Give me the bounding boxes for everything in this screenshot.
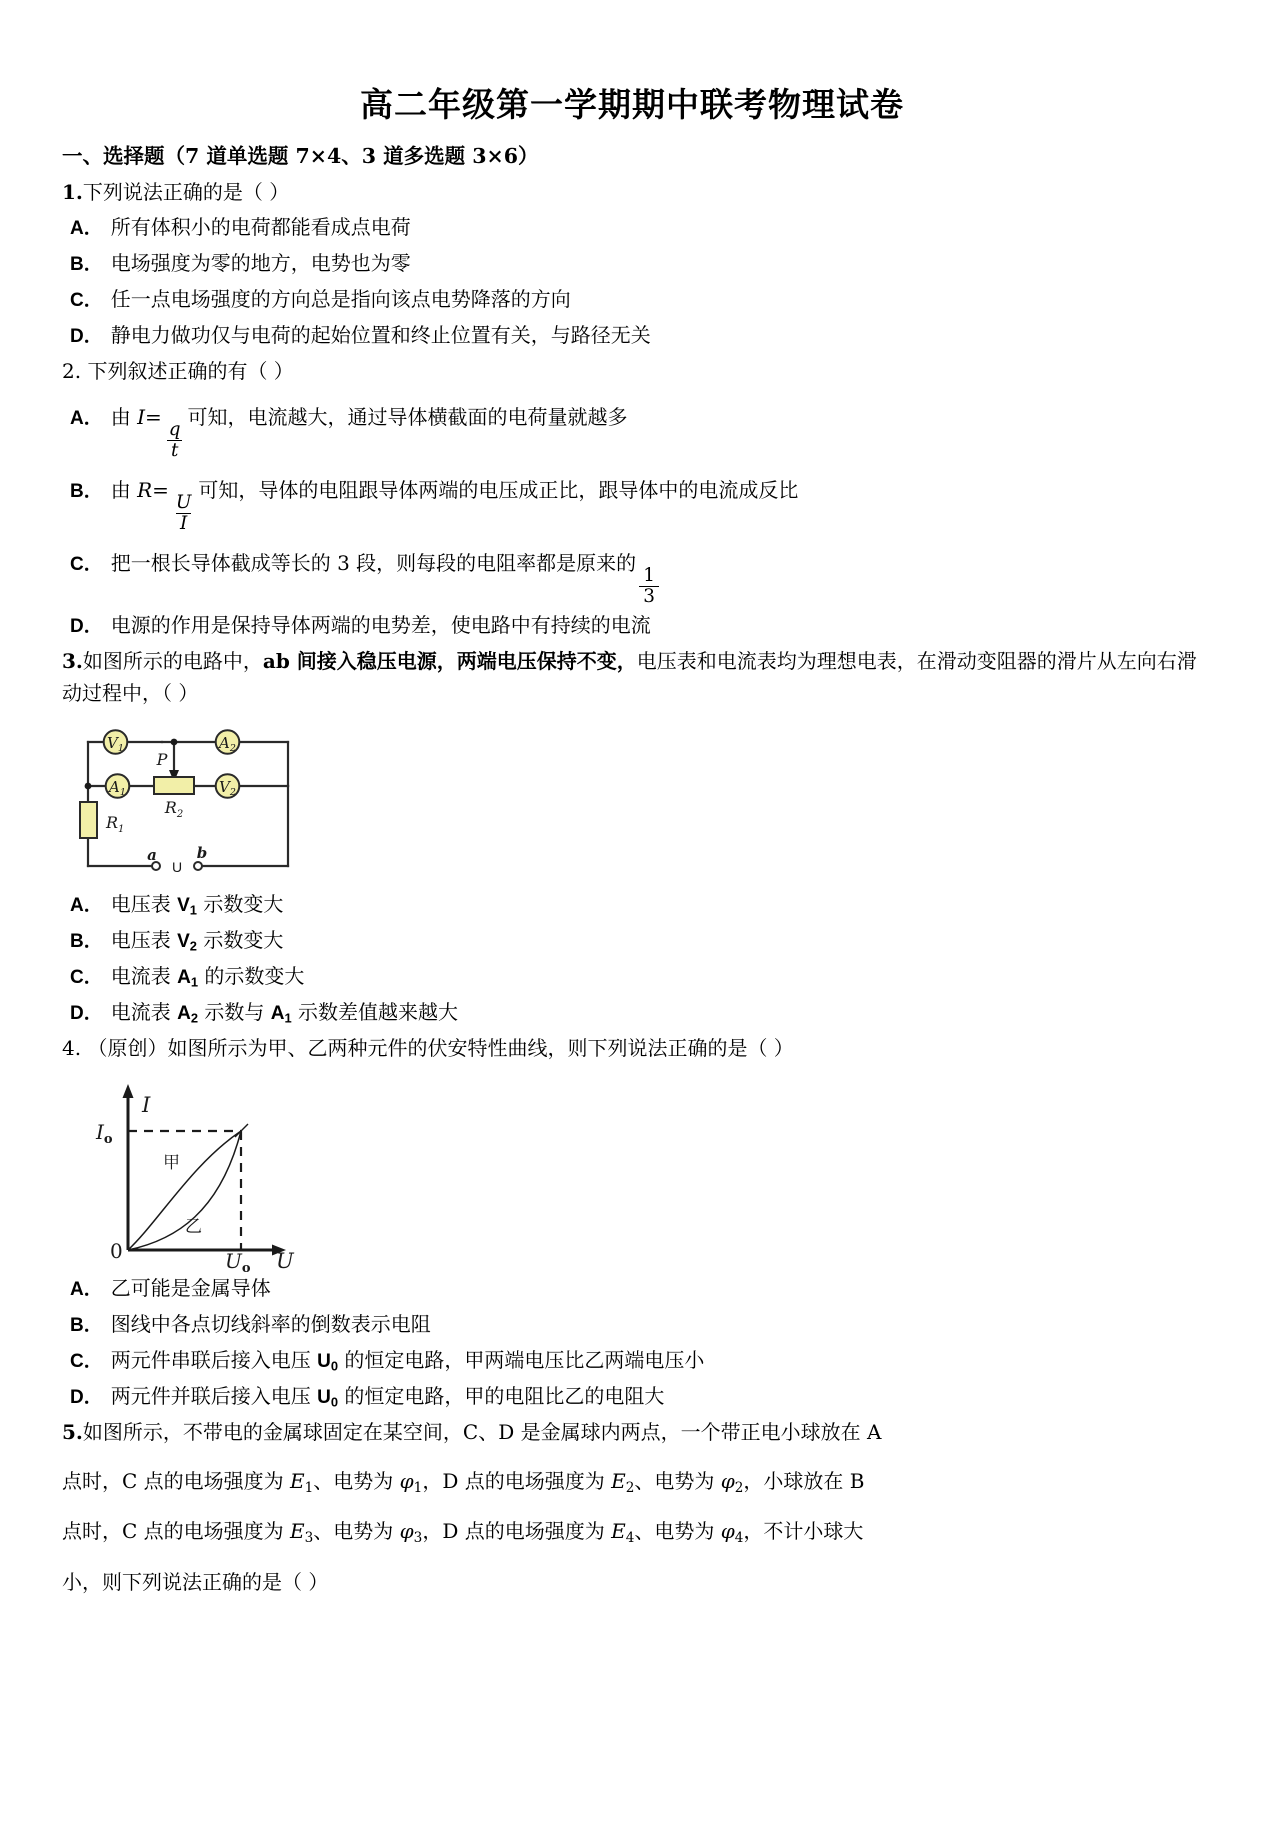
question-3-option-c bbox=[62, 961, 1202, 993]
y-axis-arrow-icon bbox=[123, 1084, 134, 1098]
option-pre: 电流表 bbox=[110, 999, 178, 1024]
ammeter-a1-label: $A_1$ bbox=[109, 777, 126, 798]
question-4-option-b bbox=[62, 1309, 1202, 1341]
junction-dot-top bbox=[171, 738, 178, 745]
option-text: 乙可能是金属导体 bbox=[110, 1276, 271, 1301]
question-4-option-c bbox=[62, 1345, 1202, 1377]
question-4-option-a bbox=[62, 1273, 1202, 1305]
option-label: A． bbox=[70, 218, 103, 240]
question-1-option-a bbox=[62, 212, 1202, 244]
curve-yi-label: 乙 bbox=[185, 1217, 202, 1238]
meter-symbol: $A_1$ bbox=[177, 966, 199, 990]
option-suffix: 可知，电流越大，通过导体横截面的电荷量就越多 bbox=[187, 404, 628, 429]
formula-equals: = bbox=[145, 404, 162, 429]
section-heading: 一、选择题（7 道单选题 7×4、3 道多选题 3×6） bbox=[62, 143, 539, 168]
question-3-number: 3. bbox=[62, 649, 83, 674]
option-post: 示数变大 bbox=[196, 891, 284, 916]
fraction-one-third bbox=[639, 564, 659, 607]
rheostat-r2-body bbox=[154, 777, 194, 794]
question-3-option-b bbox=[62, 925, 1202, 957]
question-4-number: 4. bbox=[62, 1035, 82, 1060]
terminal-b-node bbox=[194, 862, 202, 870]
fraction-q-over-t bbox=[165, 418, 185, 462]
option-pre: 电流表 bbox=[110, 963, 178, 988]
fraction-denominator: I bbox=[176, 513, 191, 533]
voltmeter-v1-label: $V_1$ bbox=[107, 733, 124, 754]
ammeter-a2-label: $A_2$ bbox=[219, 733, 236, 754]
x-axis-label: U bbox=[276, 1249, 294, 1274]
question-3-option-a bbox=[62, 889, 1202, 921]
option-label: A． bbox=[70, 894, 103, 916]
option-label: A． bbox=[70, 407, 103, 429]
question-5-stem-line-2: 点时，C 点的电场强度为 $E_1$、电势为 $\varphi_1$，D 点的电场强度为 $E_2$、电势为 $\varphi_2$，小球放在 B bbox=[62, 1468, 865, 1496]
question-3-stem bbox=[62, 646, 1202, 709]
question-3-text-part1: 如图所示的电路中， bbox=[82, 649, 263, 674]
option-label: C． bbox=[70, 1351, 103, 1373]
fraction-denominator: 3 bbox=[639, 586, 659, 606]
meter-symbol-2: $A_1$ bbox=[270, 1002, 292, 1026]
y-axis-label: I bbox=[142, 1093, 151, 1118]
iv-characteristic-graph bbox=[80, 1072, 320, 1277]
option-text: 静电力做功仅与电荷的起始位置和终止位置有关，与路径无关 bbox=[110, 323, 651, 348]
terminal-b-label: b bbox=[196, 843, 208, 862]
meter-symbol: $V_1$ bbox=[177, 894, 197, 918]
option-label: B． bbox=[70, 930, 103, 952]
question-2-option-c bbox=[62, 538, 1202, 607]
option-post: 示数变大 bbox=[196, 927, 284, 952]
fraction-u-over-i bbox=[172, 491, 196, 535]
fraction-numerator: 1 bbox=[643, 564, 655, 586]
option-label: D． bbox=[70, 326, 103, 348]
question-3-text-part2: 电压表和电流表均为理想电表，在滑动变阻器的滑片从左向右滑动过程中，（ ） bbox=[62, 649, 1197, 705]
page-title: 高二年级第一学期期中联考物理试卷 bbox=[360, 85, 904, 124]
resistor-r1-body bbox=[80, 802, 97, 838]
rheostat-r2-label: $R_2$ bbox=[164, 797, 184, 820]
option-label: B． bbox=[70, 254, 103, 276]
meter-symbol: $A_2$ bbox=[177, 1002, 199, 1026]
option-prefix: 由 bbox=[110, 477, 131, 502]
fraction-numerator: q bbox=[168, 418, 181, 440]
option-text: 所有体积小的电荷都能看成点电荷 bbox=[110, 215, 411, 240]
question-1-option-b bbox=[62, 248, 1202, 280]
option-label: C． bbox=[70, 966, 103, 988]
voltmeter-v2-label: $V_2$ bbox=[219, 777, 236, 798]
option-text: 任一点电场强度的方向总是指向该点电势降落的方向 bbox=[110, 287, 571, 312]
formula-variable: I bbox=[137, 404, 145, 429]
junction-dot-left bbox=[85, 782, 92, 789]
question-2-option-b bbox=[62, 465, 1202, 534]
terminal-a-label: a bbox=[147, 845, 157, 864]
slider-p-label: P bbox=[156, 749, 168, 769]
fraction-denominator: t bbox=[167, 440, 182, 460]
option-pre: 电压表 bbox=[110, 927, 178, 952]
option-text: 图线中各点切线斜率的倒数表示电阻 bbox=[110, 1312, 431, 1337]
option-pre: 两元件串联后接入电压 bbox=[110, 1348, 318, 1373]
question-5-stem-line-4: 小，则下列说法正确的是（ ） bbox=[62, 1569, 329, 1594]
question-4-option-d bbox=[62, 1381, 1202, 1413]
question-3-option-d bbox=[62, 997, 1202, 1029]
curve-jia-label: 甲 bbox=[163, 1153, 180, 1174]
voltage-symbol: $U_0$ bbox=[317, 1387, 339, 1410]
formula-variable: R bbox=[137, 477, 153, 502]
question-1-number: 1. bbox=[62, 179, 83, 204]
question-4-figure-wrapper bbox=[62, 1072, 1202, 1277]
formula-equals: = bbox=[152, 477, 169, 502]
resistor-r1-label: $R_1$ bbox=[106, 812, 125, 835]
circuit-diagram bbox=[76, 718, 306, 883]
question-1-stem bbox=[62, 177, 1202, 209]
question-2-number: 2. bbox=[62, 359, 82, 384]
question-1-text: 下列说法正确的是（ ） bbox=[82, 179, 290, 204]
option-prefix: 把一根长导体截成等长的 3 段，则每段的电阻率都是原来的 bbox=[110, 550, 637, 575]
question-5-stem-line-3: 点时，C 点的电场强度为 $E_3$、电势为 $\varphi_3$，D 点的电场强度为 $E_4$、电势为 $\varphi_4$，不计小球大 bbox=[62, 1519, 864, 1547]
option-label: C． bbox=[70, 290, 103, 312]
option-label: B． bbox=[70, 480, 103, 502]
fraction-numerator: U bbox=[175, 491, 192, 513]
question-4-text: （原创）如图所示为甲、乙两种元件的伏安特性曲线，则下列说法正确的是（ ） bbox=[87, 1035, 794, 1060]
option-label: C． bbox=[70, 553, 103, 575]
question-1-option-d bbox=[62, 320, 1202, 352]
option-pre: 两元件并联后接入电压 bbox=[110, 1384, 318, 1409]
option-post: 的示数变大 bbox=[198, 963, 305, 988]
option-text: 电源的作用是保持导体两端的电势差，使电路中有持续的电流 bbox=[110, 613, 651, 638]
option-post: 的恒定电路，甲的电阻比乙的电阻大 bbox=[338, 1384, 665, 1409]
question-2-option-a bbox=[62, 392, 1202, 461]
option-label: A． bbox=[70, 1279, 103, 1301]
question-3-figure-wrapper bbox=[62, 718, 1202, 883]
x-tick-label-u0: $U_o$ bbox=[225, 1249, 251, 1277]
option-label: B． bbox=[70, 1315, 103, 1337]
option-pre: 电压表 bbox=[110, 891, 178, 916]
y-tick-label-i0: $I_o$ bbox=[96, 1120, 113, 1148]
option-post-2: 示数差值越来越大 bbox=[291, 999, 459, 1024]
question-1-option-c bbox=[62, 284, 1202, 316]
question-2-option-d bbox=[62, 610, 1202, 642]
option-suffix: 可知，导体的电阻跟导体两端的电压成正比，跟导体中的电流成反比 bbox=[198, 477, 799, 502]
source-u-label: U bbox=[171, 858, 183, 875]
option-label: D． bbox=[70, 616, 103, 638]
option-label: D． bbox=[70, 1002, 103, 1024]
meter-symbol: $V_2$ bbox=[177, 930, 197, 954]
option-text: 电场强度为零的地方，电势也为零 bbox=[110, 251, 411, 276]
question-5-stem-line-1 bbox=[62, 1417, 1202, 1449]
question-2-text: 下列叙述正确的有（ ） bbox=[87, 359, 294, 384]
question-2-stem bbox=[62, 356, 1202, 388]
question-4-stem bbox=[62, 1033, 1202, 1065]
origin-label: 0 bbox=[110, 1239, 123, 1264]
question-5-text-line-1: 如图所示，不带电的金属球固定在某空间，C、D 是金属球内两点，一个带正电小球放在 A bbox=[82, 1420, 882, 1445]
voltage-symbol: $U_0$ bbox=[317, 1351, 339, 1374]
question-3-text-bold: ab 间接入稳压电源，两端电压保持不变， bbox=[262, 649, 637, 674]
option-prefix: 由 bbox=[110, 404, 131, 429]
option-label: D． bbox=[70, 1387, 103, 1409]
option-post: 示数与 bbox=[198, 999, 271, 1024]
question-5-number: 5. bbox=[62, 1420, 83, 1445]
option-post: 的恒定电路，甲两端电压比乙两端电压小 bbox=[338, 1348, 705, 1373]
